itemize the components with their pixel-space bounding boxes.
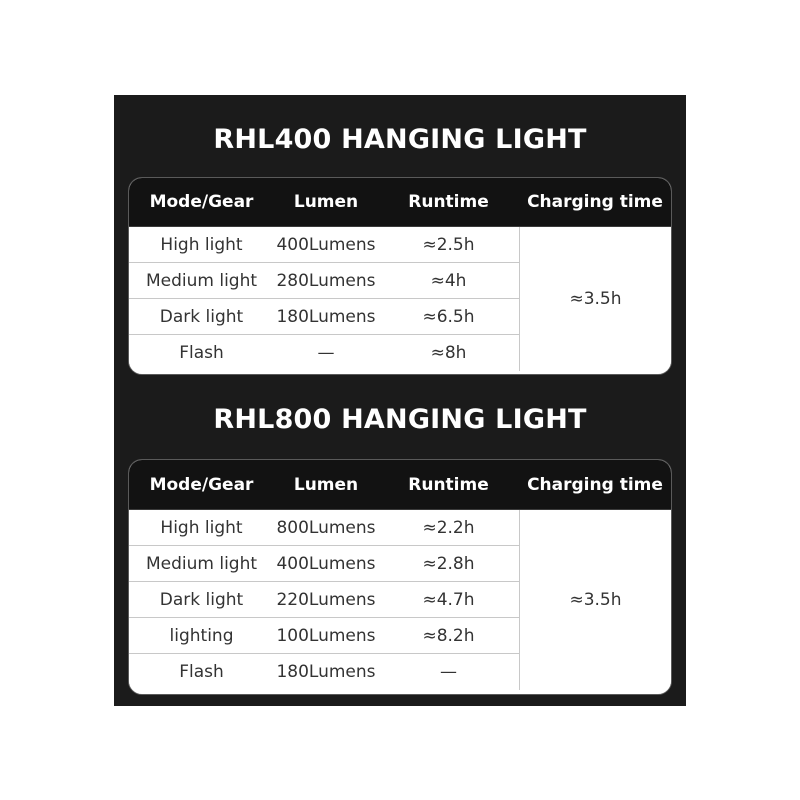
mode-cell: Flash — [179, 662, 224, 682]
lumen-cell: 180Lumens — [276, 662, 376, 682]
lumen-cell: 800Lumens — [276, 517, 376, 538]
header-mode-gear: Mode/Gear — [149, 474, 254, 495]
header-charging-time: Charging time — [527, 474, 663, 495]
table-row — [129, 582, 519, 618]
runtime-cell: ≈6.5h — [422, 306, 475, 327]
table-row — [129, 618, 519, 654]
lumen-cell: — — [317, 343, 335, 363]
header-lumen: Lumen — [293, 474, 359, 495]
header-lumen: Lumen — [293, 192, 359, 212]
header-runtime: Runtime — [408, 474, 489, 495]
table-row — [129, 335, 519, 371]
table-row — [129, 654, 519, 690]
mode-cell: Dark light — [159, 306, 244, 327]
runtime-cell: ≈8.2h — [422, 625, 475, 646]
mode-cell: Flash — [179, 343, 224, 363]
lumen-cell: 400Lumens — [276, 553, 376, 574]
lumen-cell: 400Lumens — [276, 234, 376, 255]
mode-cell: Dark light — [159, 589, 244, 610]
mode-cell: High light — [160, 234, 243, 255]
charging-time-cell: ≈3.5h — [519, 227, 671, 371]
table-header-row — [129, 178, 671, 227]
table-row — [129, 227, 519, 263]
charging-time-cell: ≈3.5h — [519, 510, 671, 690]
table-body — [129, 227, 671, 371]
runtime-cell: ≈2.8h — [422, 553, 475, 574]
header-mode-gear: Mode/Gear — [149, 192, 254, 212]
mode-cell: High light — [160, 517, 243, 538]
table-row — [129, 510, 519, 546]
runtime-cell: — — [440, 662, 457, 682]
table-row — [129, 546, 519, 582]
mode-cell: Medium light — [145, 270, 258, 291]
table-rows — [129, 510, 519, 690]
header-runtime: Runtime — [408, 192, 489, 212]
table-row — [129, 263, 519, 299]
rhl800-title: RHL800 HANGING LIGHT — [213, 404, 587, 435]
rhl400-spec-table — [128, 177, 672, 375]
runtime-cell: ≈2.5h — [422, 234, 475, 255]
rhl800-spec-table — [128, 459, 672, 695]
rhl400-title: RHL400 HANGING LIGHT — [213, 124, 587, 155]
lumen-cell: 280Lumens — [276, 270, 376, 291]
mode-cell: lighting — [169, 625, 234, 646]
header-charging-time: Charging time — [527, 192, 663, 212]
table-header-row — [129, 460, 671, 510]
mode-cell: Medium light — [145, 553, 258, 574]
runtime-cell: ≈4.7h — [422, 589, 475, 610]
table-body — [129, 510, 671, 690]
table-rows — [129, 227, 519, 371]
table-row — [129, 299, 519, 335]
runtime-cell: ≈8h — [430, 343, 467, 363]
runtime-cell: ≈4h — [430, 270, 467, 291]
runtime-cell: ≈2.2h — [422, 517, 475, 538]
lumen-cell: 180Lumens — [276, 306, 376, 327]
lumen-cell: 220Lumens — [276, 589, 376, 610]
lumen-cell: 100Lumens — [276, 625, 376, 646]
